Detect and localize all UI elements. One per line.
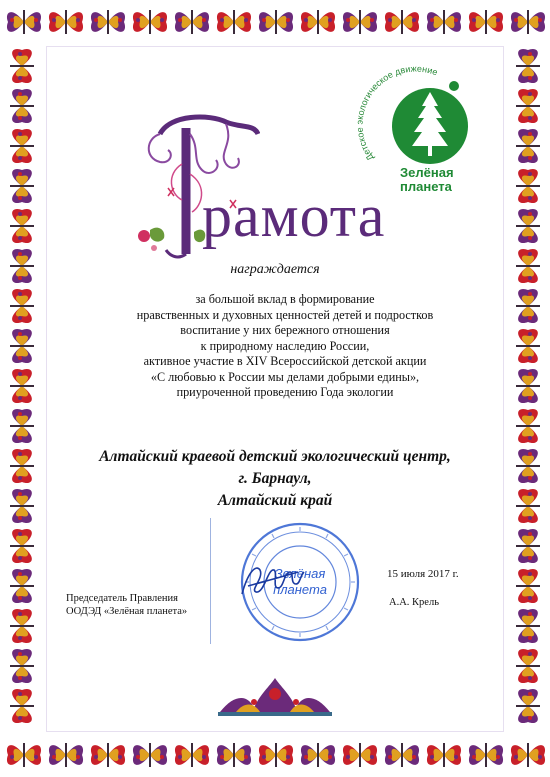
stamp-center-line2: планета [273,582,327,597]
certificate-title: рамота [202,183,386,249]
butterfly-ornament-icon [508,86,548,126]
butterfly-ornament-icon [172,735,212,775]
butterfly-ornament-icon [2,526,42,566]
butterfly-ornament-icon [2,566,42,606]
recipient-line: Алтайский краевой детский экологический центр, [99,448,451,465]
ornamental-border-left [0,0,44,777]
bottom-floral-ornament [214,672,336,722]
butterfly-ornament-icon [298,2,338,42]
butterfly-ornament-icon [46,2,86,42]
logo-arc-text: Детское экологическое движение [354,63,440,163]
butterfly-ornament-icon [508,446,548,486]
butterfly-ornament-icon [508,46,548,86]
butterfly-ornament-icon [340,735,380,775]
award-reason [100,292,470,401]
butterfly-ornament-icon [2,646,42,686]
butterfly-ornament-icon [2,686,42,726]
butterfly-ornament-icon [2,206,42,246]
butterfly-ornament-icon [2,446,42,486]
butterfly-ornament-icon [214,2,254,42]
butterfly-ornament-icon [508,686,548,726]
butterfly-ornament-icon [2,86,42,126]
award-reason-line: активное участие в XIV Всероссийской детской акции [143,354,427,368]
butterfly-ornament-icon [172,2,212,42]
stamp-center-line1: Зелёная [274,566,326,581]
awarded-heading: награждается [230,262,320,277]
butterfly-ornament-icon [508,126,548,166]
ornamental-border-bottom [0,733,550,777]
butterfly-ornament-icon [130,735,170,775]
butterfly-ornament-icon [214,735,254,775]
butterfly-ornament-icon [424,2,464,42]
logo-name-line1: Зелёная [400,165,454,180]
recipient-line: Алтайский край [217,492,333,509]
butterfly-ornament-icon [466,735,506,775]
ornamental-border-top [0,0,550,44]
butterfly-ornament-icon [2,286,42,326]
award-reason-line: нравственных и духовных ценностей детей и подростков [136,307,434,322]
butterfly-ornament-icon [88,735,128,775]
award-reason-line: приуроченной проведению Года экологии [176,385,394,399]
award-reason-line: за большой вклад в формирование [195,292,375,306]
butterfly-ornament-icon [256,735,296,775]
butterfly-ornament-icon [424,735,464,775]
recipient-line: г. Барнаул, [238,470,312,487]
logo-name-line2: планета [400,179,452,194]
official-stamp [238,520,362,644]
signer-title [66,592,187,618]
butterfly-ornament-icon [2,486,42,526]
butterfly-ornament-icon [508,166,548,206]
butterfly-ornament-icon [2,406,42,446]
award-reason-line: «С любовью к России мы делами добрыми едины», [150,369,420,384]
butterfly-ornament-icon [2,46,42,86]
butterfly-ornament-icon [508,646,548,686]
butterfly-ornament-icon [508,606,548,646]
butterfly-ornament-icon [2,366,42,406]
butterfly-ornament-icon [46,735,86,775]
butterfly-ornament-icon [508,286,548,326]
vertical-divider [210,518,211,644]
butterfly-ornament-icon [508,326,548,366]
butterfly-ornament-icon [256,2,296,42]
ornamental-border-right [506,0,550,777]
butterfly-ornament-icon [466,2,506,42]
butterfly-ornament-icon [508,566,548,606]
butterfly-ornament-icon [2,326,42,366]
butterfly-ornament-icon [298,735,338,775]
award-reason-line: воспитание у них бережного отношения [180,323,390,337]
butterfly-ornament-icon [88,2,128,42]
issue-date: 15 июля 2017 г. [387,568,459,580]
butterfly-ornament-icon [382,2,422,42]
butterfly-ornament-icon [340,2,380,42]
butterfly-ornament-icon [508,406,548,446]
signatory-name: А.А. Крель [389,597,439,608]
butterfly-ornament-icon [508,366,548,406]
recipient-name [40,446,510,512]
butterfly-ornament-icon [2,166,42,206]
signer-title-line1: Председатель Правления [66,593,178,604]
award-reason-line: к природному наследию России, [200,338,370,353]
butterfly-ornament-icon [508,526,548,566]
butterfly-ornament-icon [130,2,170,42]
butterfly-ornament-icon [508,206,548,246]
butterfly-ornament-icon [2,126,42,166]
signer-title-line2: ООДЭД «Зелёная планета» [66,606,188,617]
butterfly-ornament-icon [2,606,42,646]
butterfly-ornament-icon [382,735,422,775]
butterfly-ornament-icon [508,486,548,526]
